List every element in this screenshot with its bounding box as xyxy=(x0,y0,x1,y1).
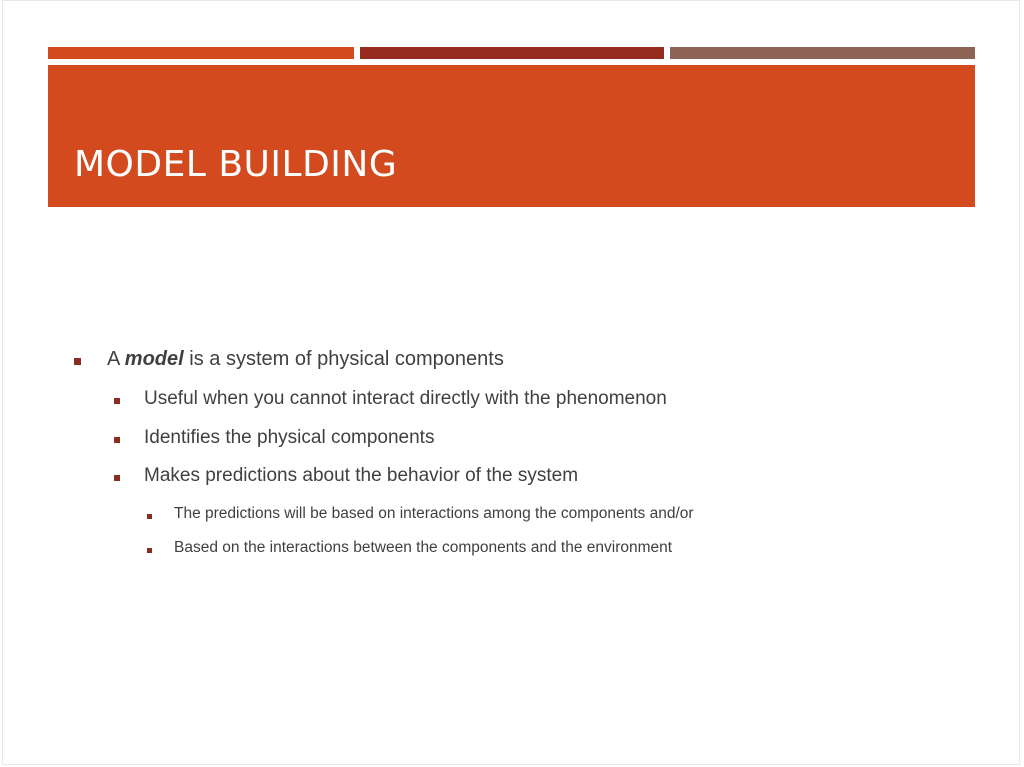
square-bullet-icon xyxy=(114,437,120,443)
bullet-text: Useful when you cannot interact directly with the phenomenon xyxy=(144,388,667,409)
square-bullet-icon xyxy=(74,358,81,365)
bullet-text: The predictions will be based on interactions among the components and/or xyxy=(174,505,694,522)
accent-bar-red xyxy=(360,47,664,59)
bullet-text: Makes predictions about the behavior of the system xyxy=(144,465,579,486)
square-bullet-icon xyxy=(114,398,120,404)
bullet-text xyxy=(107,348,504,371)
emphasized-term: model xyxy=(124,348,184,370)
square-bullet-icon xyxy=(147,548,152,553)
bullet-text: Based on the interactions between the components and the environment xyxy=(174,539,673,556)
bullet-prefix: A xyxy=(107,348,125,370)
slide-title: MODEL BUILDING xyxy=(74,144,398,185)
bullet-suffix: is a system of physical components xyxy=(183,348,504,370)
accent-bar-orange xyxy=(48,47,354,59)
accent-bar-brown xyxy=(670,47,975,59)
bullet-text: Identifies the physical components xyxy=(144,427,435,448)
square-bullet-icon xyxy=(147,514,152,519)
square-bullet-icon xyxy=(114,475,120,481)
title-banner xyxy=(48,65,975,207)
